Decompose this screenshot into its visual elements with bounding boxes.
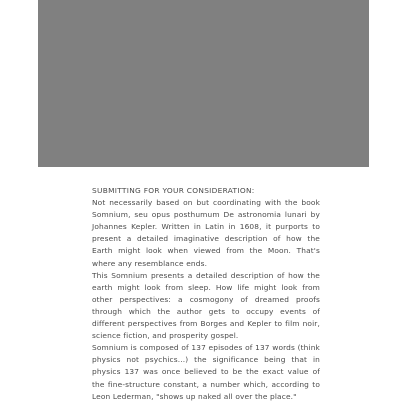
paragraph-2: This Somnium presents a detailed description of how the earth might look from sleep. How life might look from other perspectives: a cosmogony of dreamed proofs through which the author gets to occupy events of different perspectives from Borges and Kepler to film noir, science fiction, and prosperity gospel.: [92, 270, 320, 341]
paragraph-1: Not necessarily based on but coordinating with the book Somnium, seu opus posthumum De astronomia lunari by Johannes Kepler. Written in Latin in 1608, it purports to present a detailed imaginative description of how the Earth might look when viewed from the Moon. That's where any resemblance ends.: [92, 198, 320, 268]
image-placeholder: [38, 0, 369, 167]
paragraph-3: Somnium is composed of 137 episodes of 137 words (think physics not psychics...) the significance being that in physics 137 was once believed to be the exact value of the fine-structure constant, a number which, according to Leon Lederman, "shows up naked all over the place.": [92, 343, 320, 401]
section-heading: SUBMITTING FOR YOUR CONSIDERATION:: [92, 186, 255, 195]
body-text: [92, 185, 320, 403]
